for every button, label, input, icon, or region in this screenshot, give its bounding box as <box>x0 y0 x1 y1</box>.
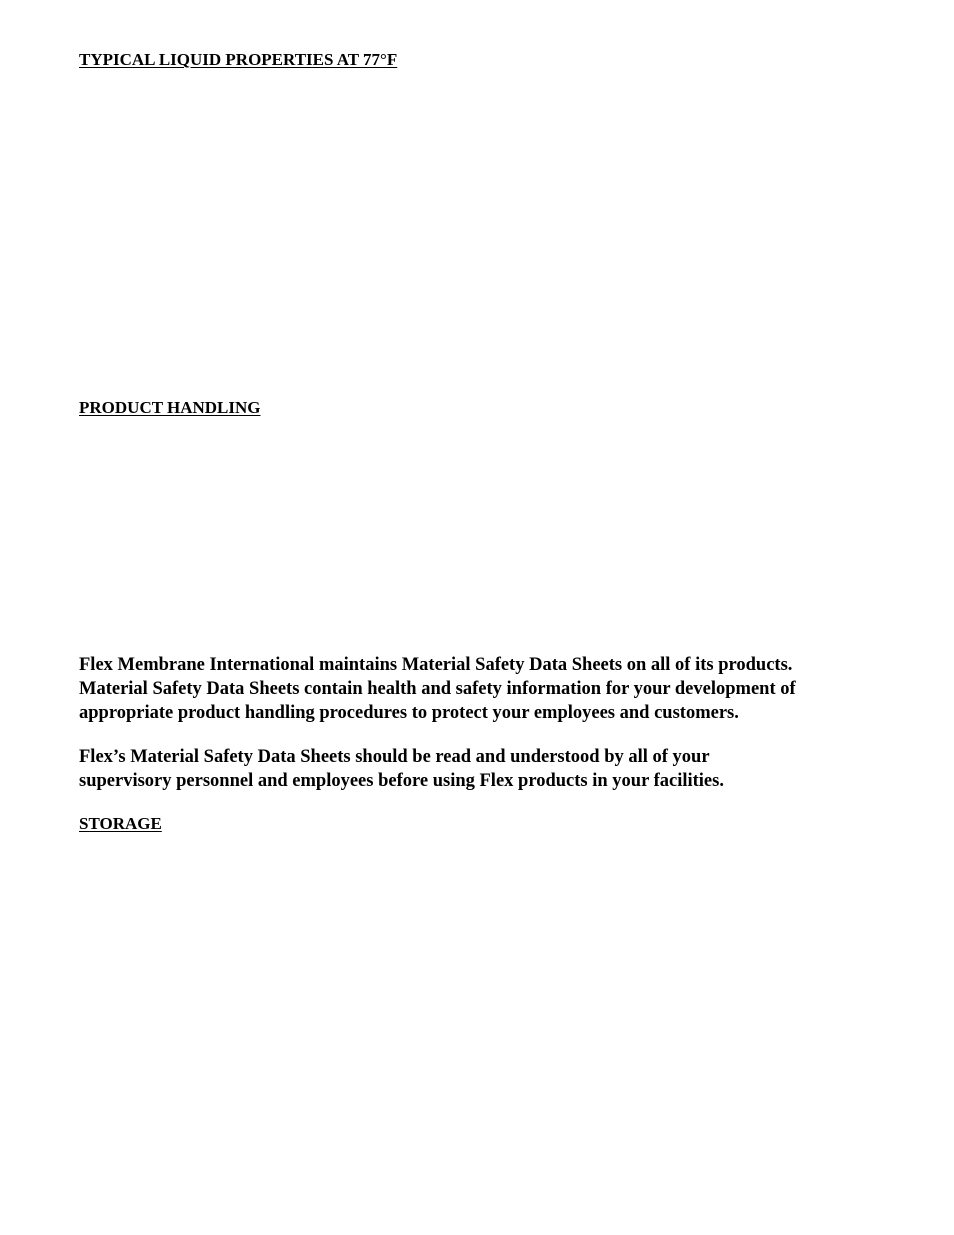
liquid-properties-heading: TYPICAL LIQUID PROPERTIES AT 77°F <box>79 50 398 69</box>
msds-intro-line-2: Material Safety Data Sheets contain health and safety information for your development of <box>79 679 796 699</box>
msds-intro-line-1: Flex Membrane International maintains Material Safety Data Sheets on all of its products. <box>79 655 793 675</box>
storage-heading: STORAGE <box>79 814 162 833</box>
msds-read-line-1: Flex’s Material Safety Data Sheets should be read and understood by all of your <box>79 747 710 767</box>
msds-intro-line-3: appropriate product handling procedures to protect your employees and customers. <box>79 703 739 723</box>
msds-intro-paragraph <box>79 653 889 725</box>
msds-read-paragraph <box>79 745 889 793</box>
product-handling-heading: PRODUCT HANDLING <box>79 398 261 417</box>
msds-read-line-2: supervisory personnel and employees before using Flex products in your facilities. <box>79 771 724 791</box>
